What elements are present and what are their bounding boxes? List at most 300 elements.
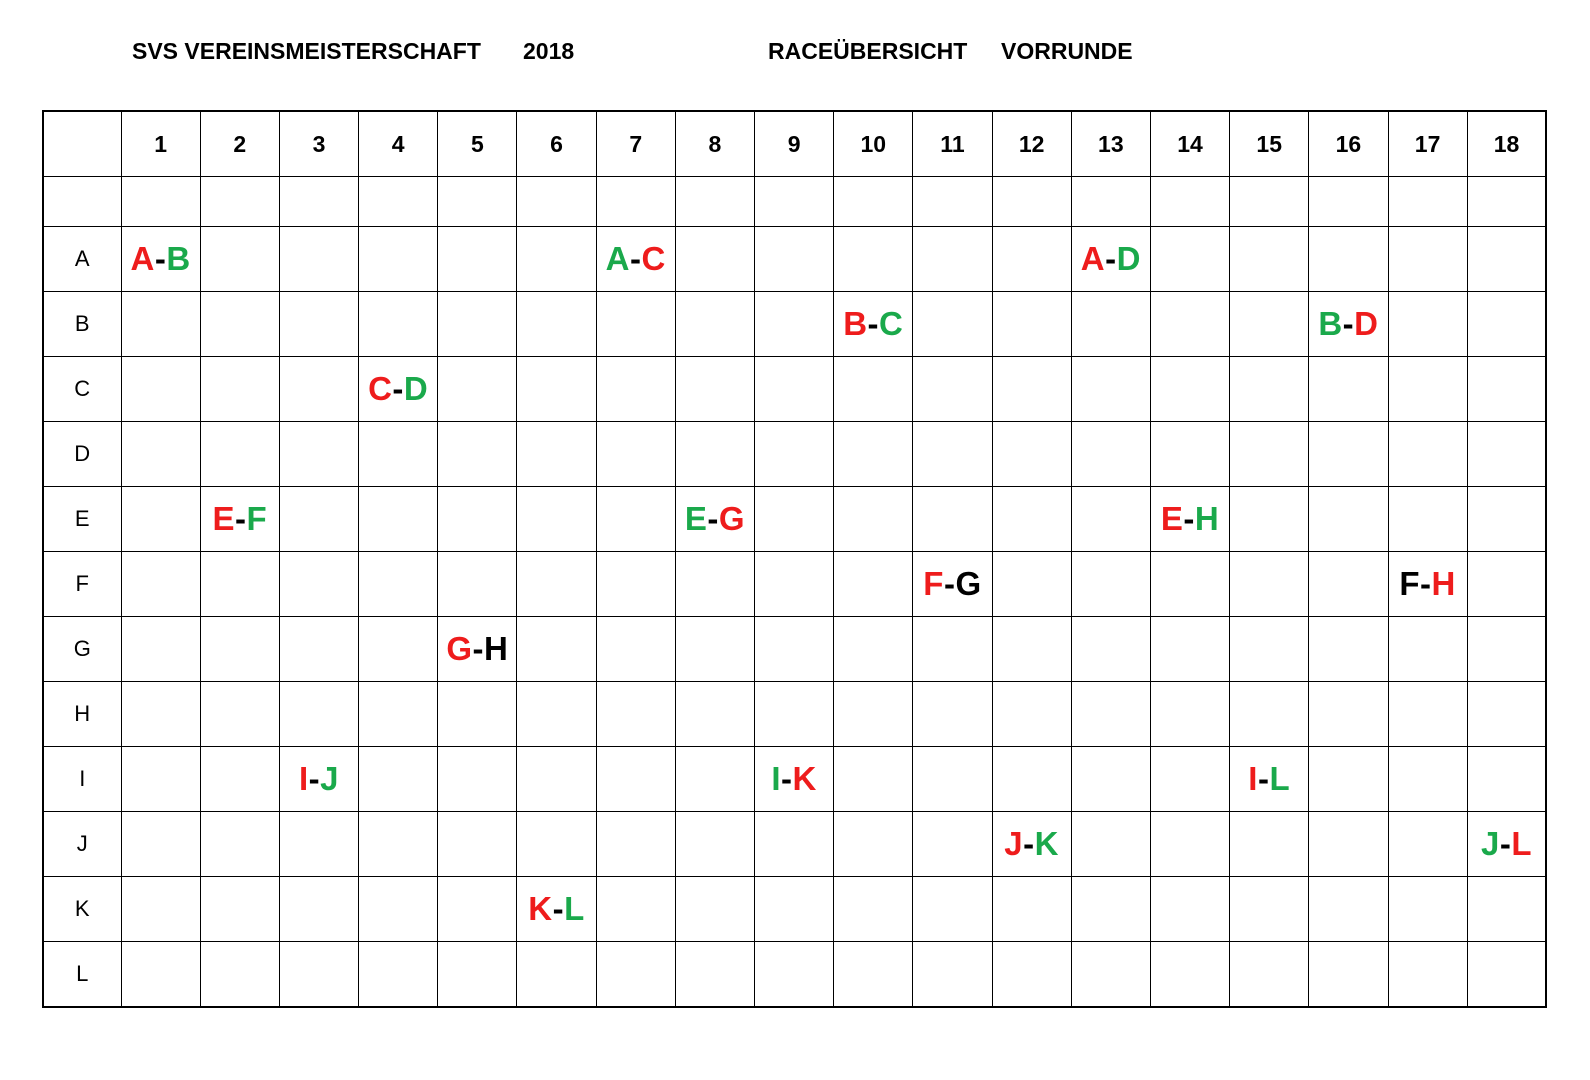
schedule-cell [834, 357, 913, 422]
schedule-cell [913, 422, 992, 487]
race-pairing [368, 370, 428, 407]
schedule-cell [438, 617, 517, 682]
team-letter: I [298, 760, 309, 797]
schedule-cell [913, 812, 992, 877]
pairing-dash: - [552, 890, 565, 927]
schedule-cell [1230, 877, 1309, 942]
schedule-cell [1388, 357, 1467, 422]
team-label: F [43, 552, 121, 617]
schedule-cell [1467, 552, 1546, 617]
corner-cell [43, 111, 121, 177]
team-letter: H [484, 630, 509, 667]
schedule-cell [1071, 682, 1150, 747]
team-letter: J [1481, 825, 1500, 862]
schedule-cell [1071, 552, 1150, 617]
schedule-cell [596, 487, 675, 552]
schedule-cell [1071, 357, 1150, 422]
blank-cell [438, 177, 517, 227]
race-number-header: 9 [755, 111, 834, 177]
schedule-cell [1309, 552, 1388, 617]
schedule-cell [1230, 487, 1309, 552]
schedule-cell [755, 747, 834, 812]
schedule-cell [913, 942, 992, 1008]
blank-cell [1309, 177, 1388, 227]
schedule-cell [279, 617, 358, 682]
team-label: H [43, 682, 121, 747]
schedule-cell [1230, 357, 1309, 422]
team-letter: J [320, 760, 339, 797]
schedule-cell [1467, 227, 1546, 292]
race-pairing [131, 240, 191, 277]
race-pairing [1318, 305, 1378, 342]
race-number-header: 10 [834, 111, 913, 177]
schedule-cell [279, 292, 358, 357]
schedule-cell [438, 877, 517, 942]
race-schedule-table [42, 110, 1547, 1008]
schedule-cell [913, 552, 992, 617]
schedule-cell [1071, 422, 1150, 487]
team-label: E [43, 487, 121, 552]
schedule-cell [121, 812, 200, 877]
schedule-cell [279, 812, 358, 877]
schedule-cell [279, 357, 358, 422]
schedule-cell [279, 877, 358, 942]
schedule-cell [755, 617, 834, 682]
schedule-cell [517, 357, 596, 422]
team-letter: K [528, 890, 553, 927]
schedule-cell [755, 227, 834, 292]
race-number-header: 2 [200, 111, 279, 177]
schedule-cell [1230, 552, 1309, 617]
race-number-header: 15 [1230, 111, 1309, 177]
blank-cell [1230, 177, 1309, 227]
team-letter: D [403, 370, 429, 407]
pairing-dash: - [154, 240, 167, 277]
schedule-cell [1071, 227, 1150, 292]
blank-cell [913, 177, 992, 227]
schedule-cell [438, 357, 517, 422]
schedule-cell [200, 487, 279, 552]
pairing-dash: - [1420, 565, 1432, 602]
schedule-cell [834, 942, 913, 1008]
team-letter: H [1194, 500, 1220, 537]
team-label: L [43, 942, 121, 1008]
schedule-cell [1388, 877, 1467, 942]
team-letter: D [1354, 305, 1379, 342]
race-number-header: 14 [1150, 111, 1229, 177]
schedule-cell [1388, 487, 1467, 552]
page-header [0, 38, 1590, 74]
schedule-cell [1150, 877, 1229, 942]
race-pairing [923, 565, 981, 602]
team-letter: G [446, 630, 473, 667]
schedule-cell [1388, 422, 1467, 487]
schedule-cell [596, 942, 675, 1008]
schedule-cell [1388, 552, 1467, 617]
schedule-cell [1309, 487, 1388, 552]
schedule-cell [913, 617, 992, 682]
schedule-cell [675, 942, 754, 1008]
team-label: J [43, 812, 121, 877]
team-letter: F [1399, 565, 1420, 602]
blank-cell [675, 177, 754, 227]
team-letter: G [718, 500, 745, 537]
schedule-cell [596, 877, 675, 942]
schedule-cell [1150, 617, 1229, 682]
schedule-cell [1388, 812, 1467, 877]
schedule-cell [438, 422, 517, 487]
schedule-cell [1071, 292, 1150, 357]
team-letter: B [843, 305, 868, 342]
schedule-cell [200, 812, 279, 877]
blank-cell [517, 177, 596, 227]
schedule-cell [1388, 227, 1467, 292]
schedule-cell [1467, 747, 1546, 812]
pairing-dash: - [1499, 825, 1512, 862]
schedule-cell [438, 942, 517, 1008]
schedule-cell [992, 422, 1071, 487]
race-number-header: 17 [1388, 111, 1467, 177]
schedule-cell [359, 682, 438, 747]
pairing-dash: - [308, 760, 321, 797]
championship-title: SVS VEREINSMEISTERSCHAFT [132, 38, 481, 64]
schedule-cell [755, 292, 834, 357]
blank-cell [359, 177, 438, 227]
schedule-cell [1230, 292, 1309, 357]
schedule-cell [1309, 682, 1388, 747]
schedule-cell [834, 487, 913, 552]
schedule-cell [359, 227, 438, 292]
schedule-cell [1309, 877, 1388, 942]
schedule-cell [517, 552, 596, 617]
schedule-cell [359, 292, 438, 357]
schedule-cell [279, 422, 358, 487]
team-letter: E [684, 500, 708, 537]
schedule-cell [596, 292, 675, 357]
team-letter: H [1431, 565, 1456, 602]
schedule-cell [675, 617, 754, 682]
schedule-cell [200, 357, 279, 422]
schedule-cell [121, 747, 200, 812]
schedule-cell [200, 942, 279, 1008]
team-label: D [43, 422, 121, 487]
team-letter: A [130, 240, 155, 277]
schedule-cell [517, 812, 596, 877]
schedule-cell [1071, 877, 1150, 942]
schedule-cell [1150, 292, 1229, 357]
schedule-cell [913, 292, 992, 357]
schedule-cell [1309, 942, 1388, 1008]
schedule-cell [992, 942, 1071, 1008]
team-letter: D [1116, 240, 1141, 277]
pairing-dash: - [1257, 760, 1270, 797]
race-number-row [43, 111, 1546, 177]
schedule-cell [200, 552, 279, 617]
blank-cell [1467, 177, 1546, 227]
schedule-cell [1071, 812, 1150, 877]
pairing-dash: - [392, 370, 404, 407]
schedule-cell [755, 942, 834, 1008]
pairing-dash: - [1105, 240, 1117, 277]
schedule-cell [359, 487, 438, 552]
blank-row [43, 177, 1546, 227]
schedule-cell [675, 877, 754, 942]
schedule-cell [121, 552, 200, 617]
schedule-cell [834, 617, 913, 682]
schedule-cell [1150, 552, 1229, 617]
schedule-cell [596, 617, 675, 682]
schedule-cell [1230, 422, 1309, 487]
schedule-cell [1150, 357, 1229, 422]
team-label: A [43, 227, 121, 292]
schedule-cell [1230, 617, 1309, 682]
schedule-cell [1150, 942, 1229, 1008]
pairing-dash: - [629, 240, 642, 277]
team-letter: G [955, 565, 982, 602]
schedule-cell [1150, 682, 1229, 747]
schedule-cell [1230, 942, 1309, 1008]
schedule-cell [1309, 357, 1388, 422]
team-label: K [43, 877, 121, 942]
team-letter: F [246, 500, 268, 537]
race-number-header: 5 [438, 111, 517, 177]
schedule-cell [121, 227, 200, 292]
schedule-cell [992, 227, 1071, 292]
team-row-d [43, 422, 1546, 487]
schedule-cell [1309, 812, 1388, 877]
schedule-cell [121, 617, 200, 682]
schedule-cell [359, 422, 438, 487]
schedule-cell [992, 487, 1071, 552]
schedule-cell [992, 747, 1071, 812]
pairing-dash: - [472, 630, 484, 667]
schedule-cell [200, 877, 279, 942]
schedule-cell [755, 877, 834, 942]
team-row-c [43, 357, 1546, 422]
schedule-cell [596, 552, 675, 617]
schedule-cell [438, 552, 517, 617]
schedule-cell [1467, 682, 1546, 747]
pairing-dash: - [707, 500, 719, 537]
race-number-header: 6 [517, 111, 596, 177]
schedule-cell [279, 487, 358, 552]
blank-cell [1150, 177, 1229, 227]
team-letter: L [1511, 825, 1533, 862]
team-letter: B [1318, 305, 1343, 342]
schedule-cell [834, 682, 913, 747]
schedule-cell [438, 812, 517, 877]
round-title: VORRUNDE [1001, 38, 1133, 64]
pairing-dash: - [234, 500, 247, 537]
schedule-cell [1230, 747, 1309, 812]
schedule-cell [1230, 812, 1309, 877]
pairing-dash: - [1183, 500, 1195, 537]
blank-cell [992, 177, 1071, 227]
schedule-cell [121, 942, 200, 1008]
race-pairing [528, 890, 585, 927]
schedule-cell [1309, 422, 1388, 487]
race-pairing [446, 630, 508, 667]
schedule-cell [834, 877, 913, 942]
schedule-cell [438, 747, 517, 812]
schedule-cell [1388, 682, 1467, 747]
race-pairing [1081, 240, 1141, 277]
blank-cell [1388, 177, 1467, 227]
team-letter: C [879, 305, 904, 342]
team-letter: K [792, 760, 817, 797]
blank-cell [43, 177, 121, 227]
schedule-cell [755, 552, 834, 617]
schedule-cell [279, 942, 358, 1008]
schedule-cell [1150, 422, 1229, 487]
schedule-cell [675, 422, 754, 487]
schedule-cell [596, 422, 675, 487]
schedule-cell [1388, 617, 1467, 682]
team-letter: B [166, 240, 191, 277]
pairing-dash: - [1342, 305, 1355, 342]
team-label: B [43, 292, 121, 357]
schedule-cell [1467, 357, 1546, 422]
team-letter: C [641, 240, 666, 277]
team-letter: L [1269, 760, 1291, 797]
schedule-cell [1467, 617, 1546, 682]
team-label: G [43, 617, 121, 682]
schedule-cell [913, 682, 992, 747]
schedule-cell [1309, 292, 1388, 357]
race-number-header: 18 [1467, 111, 1546, 177]
schedule-cell [834, 422, 913, 487]
team-label: C [43, 357, 121, 422]
schedule-cell [913, 357, 992, 422]
schedule-cell [834, 292, 913, 357]
team-letter: C [368, 370, 393, 407]
team-letter: I [1248, 760, 1258, 797]
team-row-i [43, 747, 1546, 812]
schedule-cell [1071, 617, 1150, 682]
race-pairing [1004, 825, 1059, 862]
team-row-b [43, 292, 1546, 357]
schedule-cell [517, 682, 596, 747]
schedule-cell [359, 747, 438, 812]
pairing-dash: - [867, 305, 880, 342]
team-row-l [43, 942, 1546, 1008]
schedule-cell [517, 227, 596, 292]
pairing-dash: - [1023, 825, 1035, 862]
schedule-cell [1071, 487, 1150, 552]
team-row-a [43, 227, 1546, 292]
race-number-header: 8 [675, 111, 754, 177]
schedule-cell [1230, 227, 1309, 292]
blank-cell [1071, 177, 1150, 227]
schedule-cell [1388, 747, 1467, 812]
schedule-cell [834, 812, 913, 877]
schedule-cell [755, 487, 834, 552]
schedule-cell [913, 227, 992, 292]
schedule-cell [675, 227, 754, 292]
schedule-cell [200, 422, 279, 487]
schedule-cell [755, 357, 834, 422]
schedule-cell [121, 487, 200, 552]
schedule-cell [1309, 227, 1388, 292]
race-number-header: 11 [913, 111, 992, 177]
schedule-cell [1150, 747, 1229, 812]
schedule-cell [517, 487, 596, 552]
schedule-cell [675, 682, 754, 747]
team-row-k [43, 877, 1546, 942]
schedule-cell [1467, 292, 1546, 357]
schedule-cell [200, 617, 279, 682]
schedule-cell [517, 877, 596, 942]
schedule-cell [1150, 487, 1229, 552]
race-number-header: 12 [992, 111, 1071, 177]
schedule-cell [359, 552, 438, 617]
schedule-cell [913, 487, 992, 552]
championship-year: 2018 [523, 38, 575, 64]
schedule-cell [359, 357, 438, 422]
team-letter: I [771, 760, 781, 797]
schedule-cell [279, 552, 358, 617]
schedule-cell [121, 682, 200, 747]
schedule-cell [517, 942, 596, 1008]
schedule-cell [834, 747, 913, 812]
pairing-dash: - [943, 565, 956, 602]
schedule-cell [1388, 292, 1467, 357]
team-row-j [43, 812, 1546, 877]
schedule-cell [1467, 812, 1546, 877]
schedule-cell [121, 292, 200, 357]
schedule-cell [992, 877, 1071, 942]
race-pairing [299, 760, 339, 797]
schedule-cell [1150, 812, 1229, 877]
race-pairing [771, 760, 817, 797]
schedule-cell [834, 227, 913, 292]
schedule-cell [279, 682, 358, 747]
schedule-cell [517, 747, 596, 812]
blank-cell [596, 177, 675, 227]
team-letter: E [1160, 500, 1184, 537]
team-row-f [43, 552, 1546, 617]
schedule-cell [755, 422, 834, 487]
schedule-cell [992, 812, 1071, 877]
schedule-cell [1467, 422, 1546, 487]
schedule-cell [992, 617, 1071, 682]
schedule-cell [992, 357, 1071, 422]
schedule-cell [992, 552, 1071, 617]
race-pairing [685, 500, 745, 537]
race-number-header: 13 [1071, 111, 1150, 177]
team-row-e [43, 487, 1546, 552]
schedule-cell [279, 227, 358, 292]
schedule-cell [200, 227, 279, 292]
schedule-cell [1071, 942, 1150, 1008]
race-number-header: 4 [359, 111, 438, 177]
team-letter: L [564, 890, 585, 927]
race-pairing [1481, 825, 1532, 862]
schedule-cell [1309, 617, 1388, 682]
schedule-cell [913, 877, 992, 942]
race-number-header: 3 [279, 111, 358, 177]
schedule-cell [913, 747, 992, 812]
schedule-cell [1388, 942, 1467, 1008]
schedule-cell [517, 292, 596, 357]
schedule-cell [517, 422, 596, 487]
team-letter: K [1034, 825, 1059, 862]
race-number-header: 16 [1309, 111, 1388, 177]
schedule-cell [596, 812, 675, 877]
blank-cell [121, 177, 200, 227]
team-letter: F [923, 565, 944, 602]
schedule-cell [755, 682, 834, 747]
